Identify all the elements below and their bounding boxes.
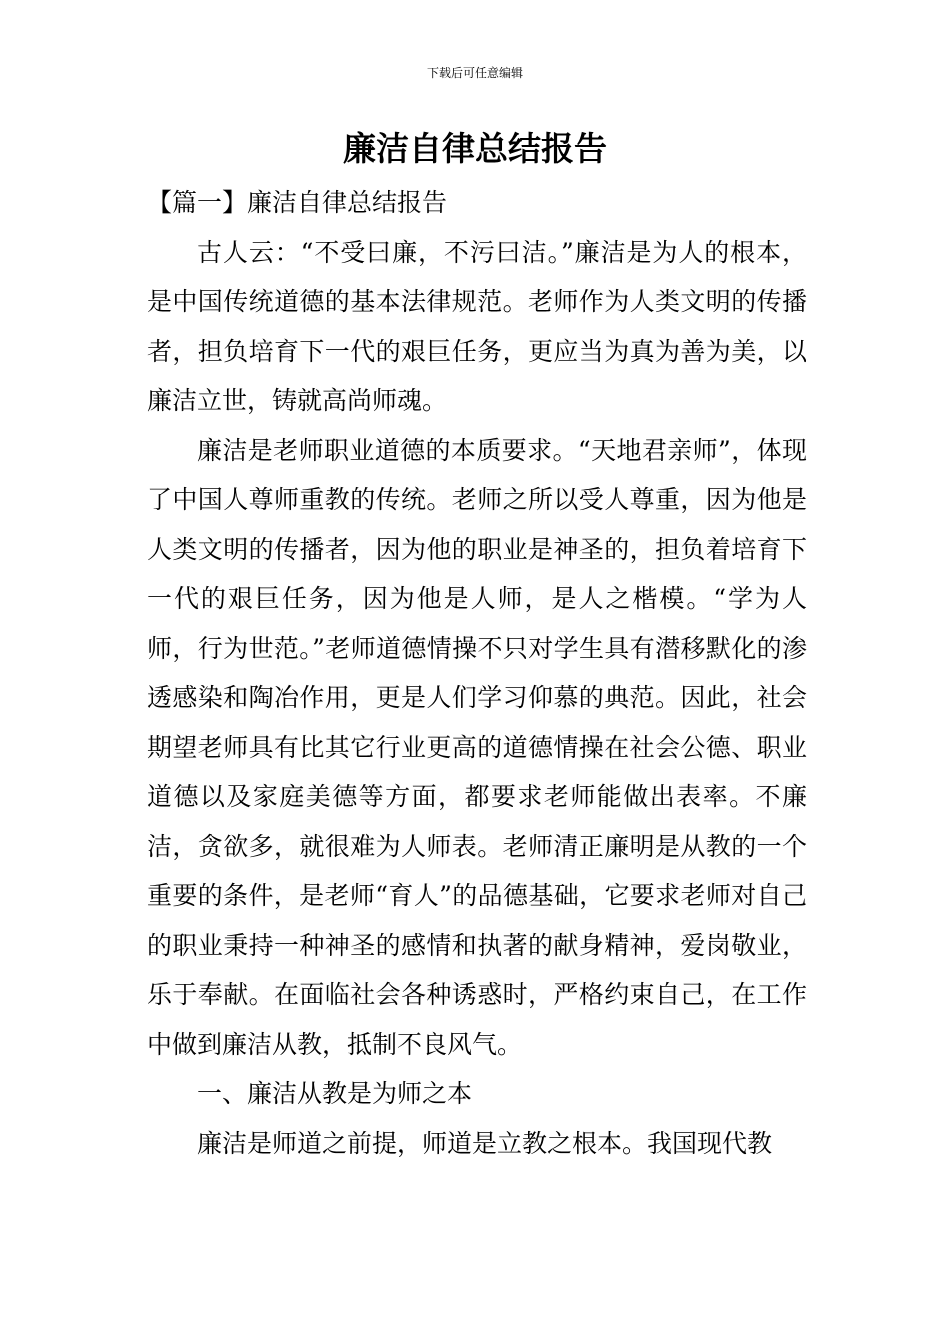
header-note: 下载后可任意编辑 (426, 66, 523, 80)
paragraph-3: 廉洁是师道之前提，师道是立教之根本。我国现代教 (197, 1128, 773, 1158)
paragraph-1: 古人云：“不受曰廉，不污曰洁。”廉洁是为人的根本，是中国传统道德的基本法律规范。老师作为人类文明的传播者，担负培育下一代的艰巨任务，更应当为真为善为美，以廉洁立世，铸就高尚师魂。 (147, 237, 807, 415)
paragraph-2: 廉洁是老师职业道德的本质要求。“天地君亲师”，体现了中国人尊师重教的传统。老师之所以受人尊重，因为他是人类文明的传播者，因为他的职业是神圣的，担负着培育下一代的艰巨任务，因为他是人师，是人之楷模。“学为人师，行为世范。”老师道德情操不只对学生具有潜移默化的渗透感染和陶冶作用，更是人们学习仰慕的典范。因此，社会期望老师具有比其它行业更高的道德情操在社会公德、职业道德以及家庭美德等方面，都要求老师能做出表率。不廉洁，贪欲多，就很难为人师表。老师清正廉明是从教的一个重要的条件，是老师“育人”的品德基础，它要求老师对自己的职业秉持一种神圣的感情和执著的献身精神，爱岗敬业，乐于奉献。在面临社会各种诱惑时，严格约束自己，在工作中做到廉洁从教，抵制不良风气。 (147, 435, 807, 1059)
section-heading-1: 一、廉洁从教是为师之本 (197, 1079, 473, 1108)
document-body (147, 178, 807, 1168)
section-subtitle: 【篇一】廉洁自律总结报告 (147, 188, 448, 217)
document-title: 廉洁自律总结报告 (343, 129, 607, 168)
